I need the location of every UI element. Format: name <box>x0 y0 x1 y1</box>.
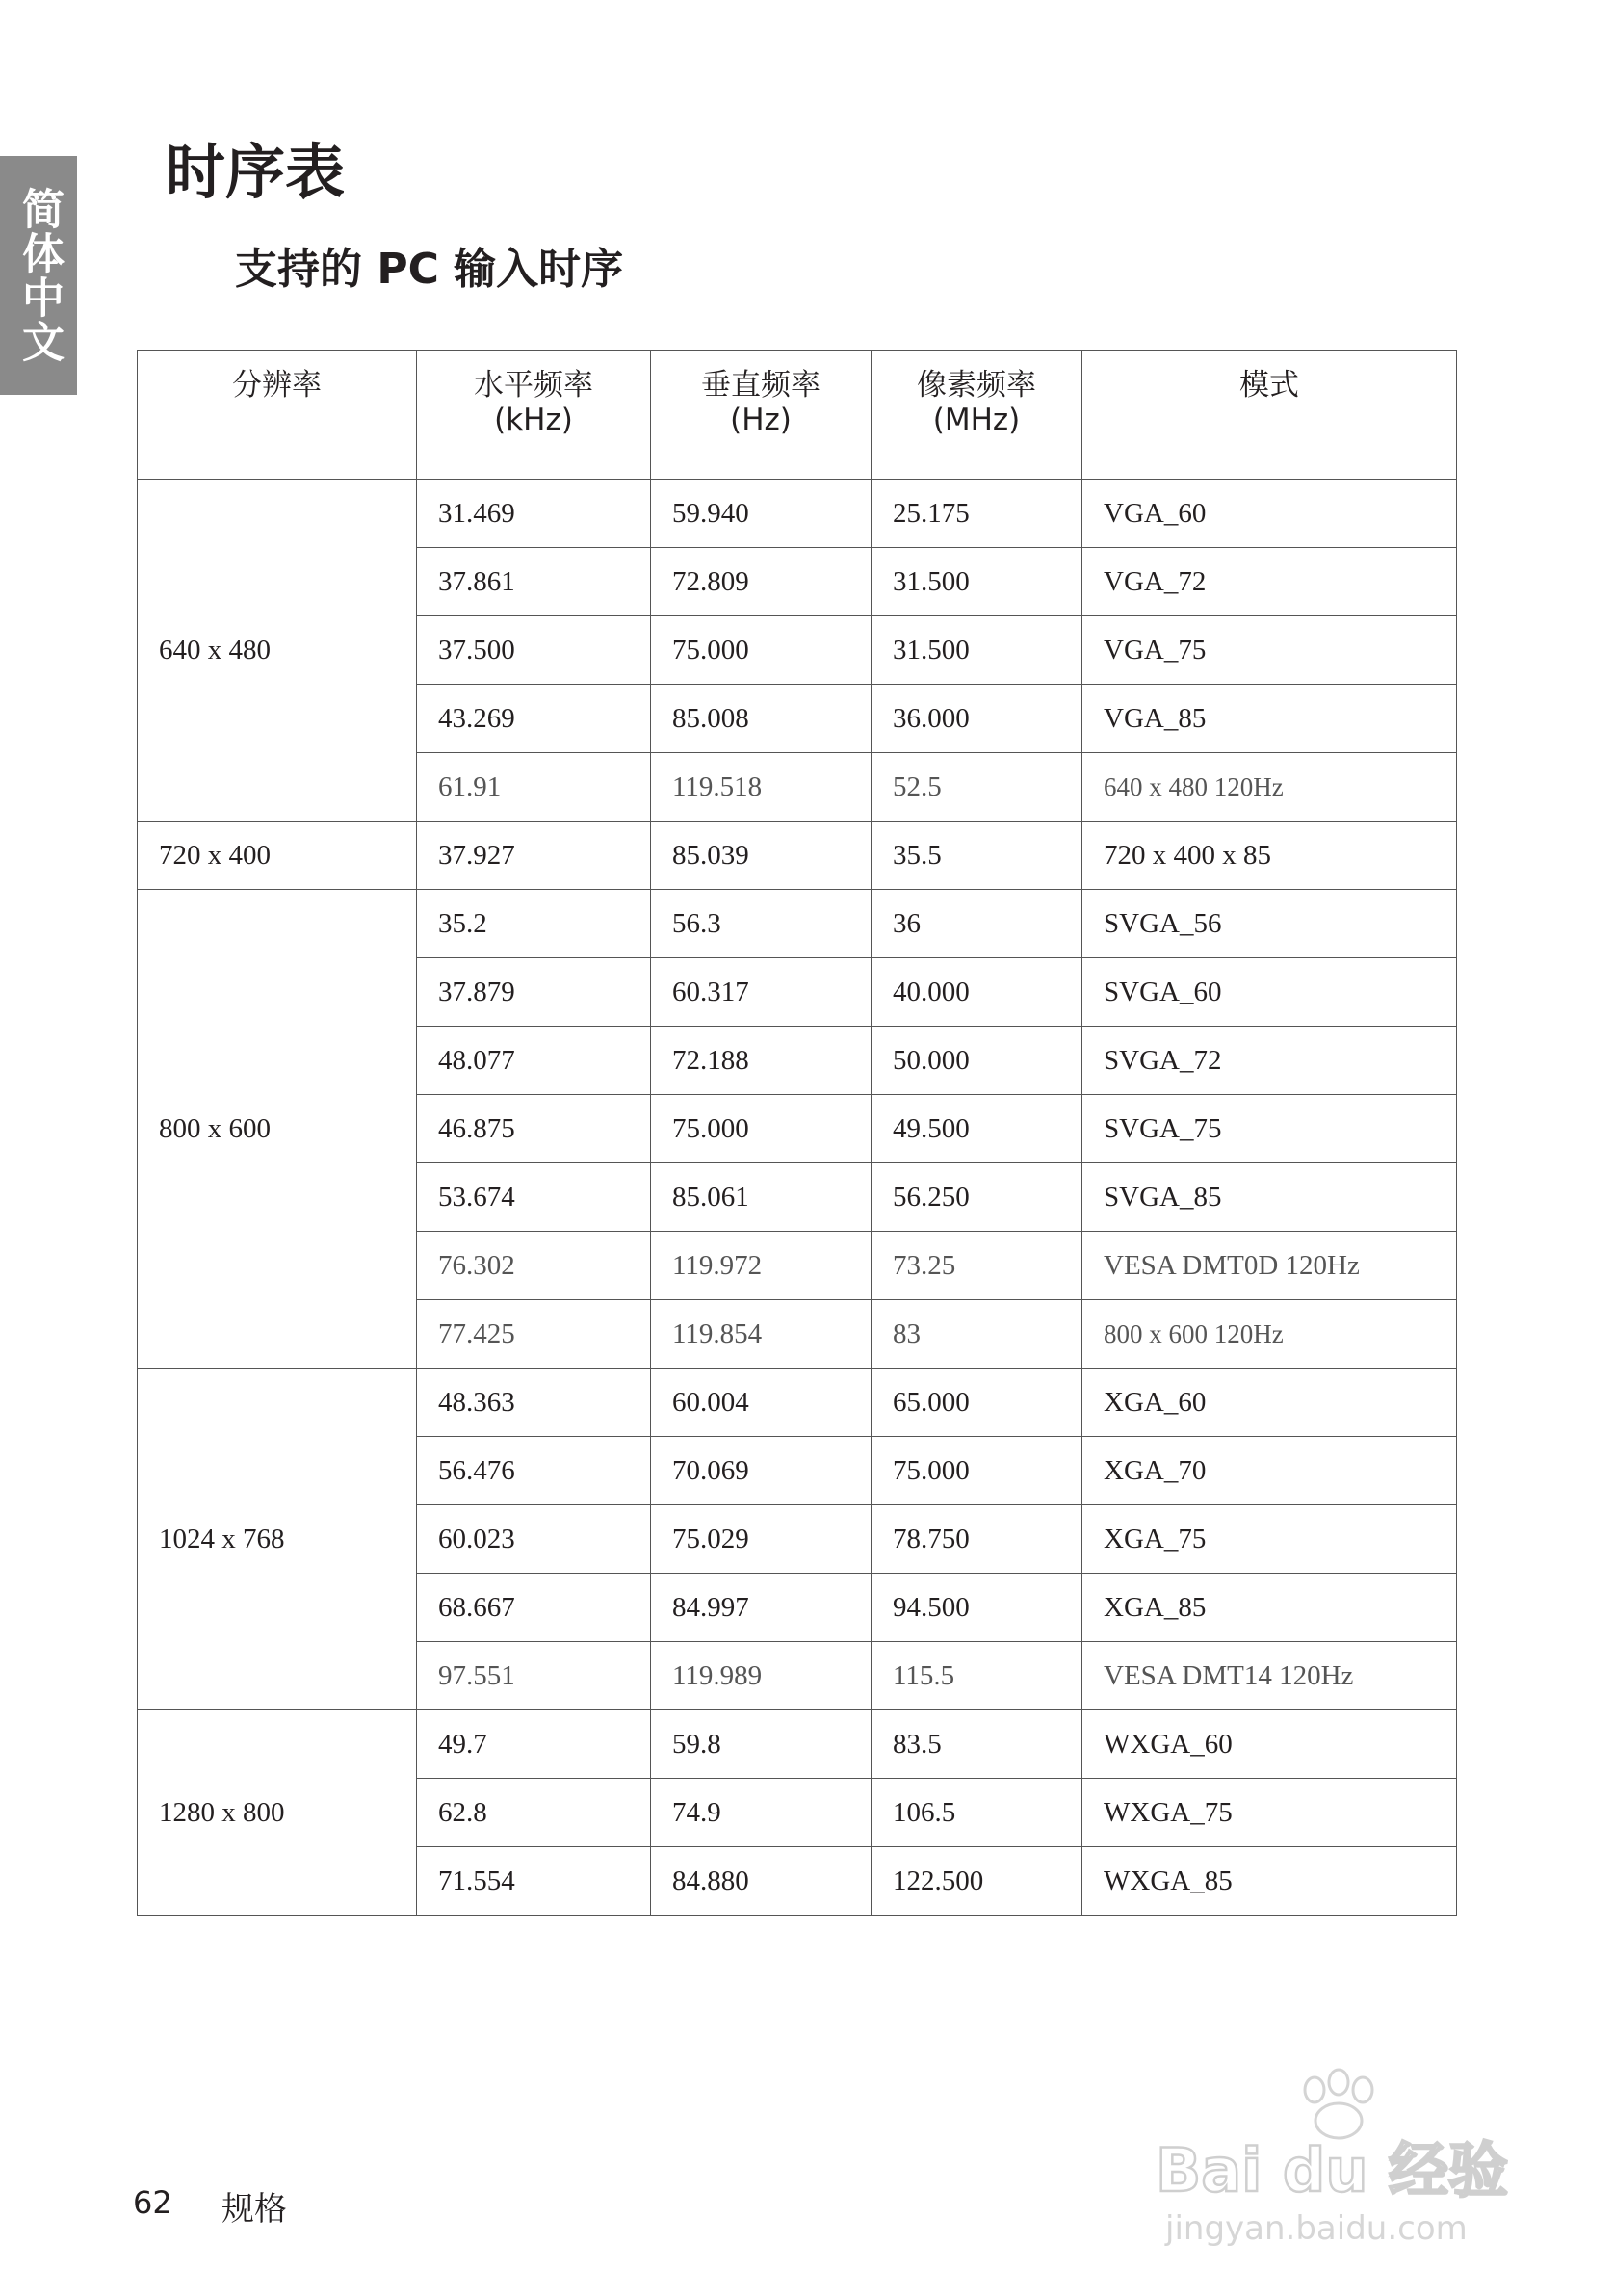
h-freq-cell: 48.077 <box>417 1027 651 1095</box>
pixel-freq-cell: 65.000 <box>872 1369 1082 1437</box>
h-freq-cell: 37.927 <box>417 822 651 890</box>
pixel-freq-cell: 75.000 <box>872 1437 1082 1505</box>
pixel-freq-cell: 40.000 <box>872 958 1082 1027</box>
v-freq-cell: 72.188 <box>651 1027 872 1095</box>
paw-icon <box>1305 2070 1372 2138</box>
v-freq-cell: 59.8 <box>651 1710 872 1779</box>
section-title: 支持的 PC 输入时序 <box>235 245 624 294</box>
v-freq-cell: 59.940 <box>651 480 872 548</box>
v-freq-cell: 119.972 <box>651 1232 872 1300</box>
pixel-freq-cell: 115.5 <box>872 1642 1082 1710</box>
mode-cell: VGA_85 <box>1082 685 1457 753</box>
resolution-cell: 800 x 600 <box>138 890 417 1369</box>
h-freq-cell: 77.425 <box>417 1300 651 1369</box>
h-freq-cell: 97.551 <box>417 1642 651 1710</box>
h-freq-cell: 60.023 <box>417 1505 651 1574</box>
language-tab-label: 简体中文 <box>14 187 64 364</box>
v-freq-cell: 60.004 <box>651 1369 872 1437</box>
mode-cell: SVGA_75 <box>1082 1095 1457 1163</box>
header-resolution: 分辨率 <box>138 351 417 480</box>
resolution-cell: 720 x 400 <box>138 822 417 890</box>
pixel-freq-cell: 36.000 <box>872 685 1082 753</box>
v-freq-cell: 85.039 <box>651 822 872 890</box>
v-freq-cell: 119.989 <box>651 1642 872 1710</box>
mode-cell: VESA DMT0D 120Hz <box>1082 1232 1457 1300</box>
h-freq-cell: 76.302 <box>417 1232 651 1300</box>
v-freq-cell: 85.061 <box>651 1163 872 1232</box>
mode-cell: WXGA_60 <box>1082 1710 1457 1779</box>
pixel-freq-cell: 83 <box>872 1300 1082 1369</box>
baidu-jingyan-watermark <box>1146 2061 1531 2254</box>
pixel-freq-cell: 73.25 <box>872 1232 1082 1300</box>
h-freq-cell: 49.7 <box>417 1710 651 1779</box>
mode-cell: VGA_60 <box>1082 480 1457 548</box>
resolution-cell: 1280 x 800 <box>138 1710 417 1916</box>
h-freq-cell: 48.363 <box>417 1369 651 1437</box>
h-freq-cell: 37.879 <box>417 958 651 1027</box>
h-freq-cell: 35.2 <box>417 890 651 958</box>
pixel-freq-cell: 25.175 <box>872 480 1082 548</box>
mode-cell: SVGA_56 <box>1082 890 1457 958</box>
v-freq-cell: 119.854 <box>651 1300 872 1369</box>
mode-cell: XGA_75 <box>1082 1505 1457 1574</box>
h-freq-cell: 68.667 <box>417 1574 651 1642</box>
pixel-freq-cell: 52.5 <box>872 753 1082 822</box>
pixel-freq-cell: 49.500 <box>872 1095 1082 1163</box>
pixel-freq-cell: 36 <box>872 890 1082 958</box>
mode-cell: 720 x 400 x 85 <box>1082 822 1457 890</box>
v-freq-cell: 85.008 <box>651 685 872 753</box>
v-freq-cell: 84.997 <box>651 1574 872 1642</box>
v-freq-cell: 119.518 <box>651 753 872 822</box>
language-side-tab <box>0 156 77 395</box>
header-horizontal-frequency: 水平频率 (kHz) <box>417 351 651 480</box>
mode-cell: 800 x 600 120Hz <box>1082 1300 1457 1369</box>
pixel-freq-cell: 35.5 <box>872 822 1082 890</box>
page-title: 时序表 <box>166 137 346 207</box>
resolution-cell: 1024 x 768 <box>138 1369 417 1710</box>
mode-cell: SVGA_85 <box>1082 1163 1457 1232</box>
mode-cell: 640 x 480 120Hz <box>1082 753 1457 822</box>
v-freq-cell: 75.000 <box>651 616 872 685</box>
mode-cell: SVGA_72 <box>1082 1027 1457 1095</box>
v-freq-cell: 56.3 <box>651 890 872 958</box>
v-freq-cell: 70.069 <box>651 1437 872 1505</box>
header-vertical-frequency: 垂直频率 (Hz) <box>651 351 872 480</box>
mode-cell: XGA_60 <box>1082 1369 1457 1437</box>
pixel-freq-cell: 94.500 <box>872 1574 1082 1642</box>
h-freq-cell: 53.674 <box>417 1163 651 1232</box>
mode-cell: VGA_72 <box>1082 548 1457 616</box>
v-freq-cell: 60.317 <box>651 958 872 1027</box>
pixel-freq-cell: 122.500 <box>872 1847 1082 1916</box>
v-freq-cell: 75.000 <box>651 1095 872 1163</box>
table-row <box>138 822 1457 890</box>
pixel-freq-cell: 31.500 <box>872 548 1082 616</box>
v-freq-cell: 84.880 <box>651 1847 872 1916</box>
v-freq-cell: 75.029 <box>651 1505 872 1574</box>
footer-section-label: 规格 <box>221 2190 287 2229</box>
watermark-brand: Bai du 经验 <box>1156 2135 1509 2205</box>
mode-cell: VESA DMT14 120Hz <box>1082 1642 1457 1710</box>
h-freq-cell: 56.476 <box>417 1437 651 1505</box>
header-mode: 模式 <box>1082 351 1457 480</box>
pixel-freq-cell: 56.250 <box>872 1163 1082 1232</box>
h-freq-cell: 37.861 <box>417 548 651 616</box>
page-number: 62 <box>133 2184 172 2221</box>
table-header-row <box>138 351 1457 480</box>
mode-cell: WXGA_75 <box>1082 1779 1457 1847</box>
mode-cell: SVGA_60 <box>1082 958 1457 1027</box>
mode-cell: WXGA_85 <box>1082 1847 1457 1916</box>
table-row <box>138 480 1457 548</box>
h-freq-cell: 61.91 <box>417 753 651 822</box>
table-row <box>138 890 1457 958</box>
h-freq-cell: 37.500 <box>417 616 651 685</box>
header-pixel-frequency: 像素频率 (MHz) <box>872 351 1082 480</box>
mode-cell: VGA_75 <box>1082 616 1457 685</box>
table-row <box>138 1710 1457 1779</box>
v-freq-cell: 72.809 <box>651 548 872 616</box>
h-freq-cell: 62.8 <box>417 1779 651 1847</box>
pixel-freq-cell: 83.5 <box>872 1710 1082 1779</box>
h-freq-cell: 46.875 <box>417 1095 651 1163</box>
mode-cell: XGA_85 <box>1082 1574 1457 1642</box>
watermark-url: jingyan.baidu.com <box>1165 2209 1468 2248</box>
pixel-freq-cell: 50.000 <box>872 1027 1082 1095</box>
pixel-freq-cell: 106.5 <box>872 1779 1082 1847</box>
table-row <box>138 1369 1457 1437</box>
resolution-cell: 640 x 480 <box>138 480 417 822</box>
v-freq-cell: 74.9 <box>651 1779 872 1847</box>
pixel-freq-cell: 78.750 <box>872 1505 1082 1574</box>
mode-cell: XGA_70 <box>1082 1437 1457 1505</box>
timing-table <box>137 350 1457 1916</box>
h-freq-cell: 43.269 <box>417 685 651 753</box>
pixel-freq-cell: 31.500 <box>872 616 1082 685</box>
h-freq-cell: 31.469 <box>417 480 651 548</box>
h-freq-cell: 71.554 <box>417 1847 651 1916</box>
